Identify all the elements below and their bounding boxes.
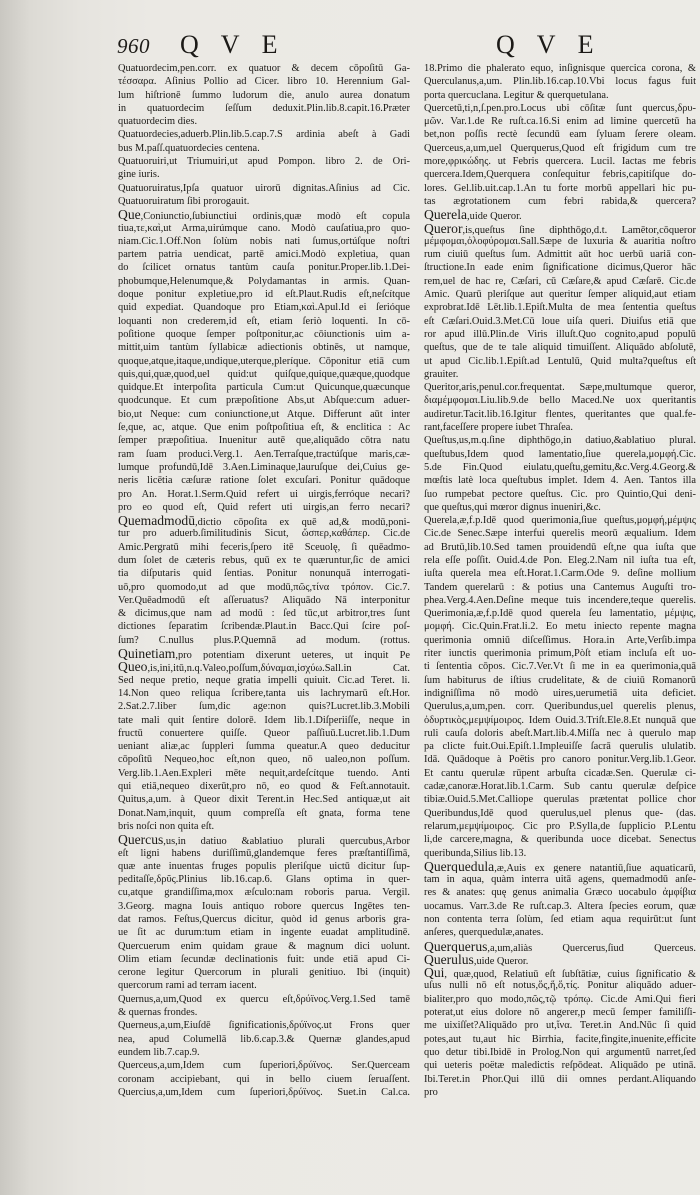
text-line: quo detur tibi.Ibidē in Prolog.Non qui argumentū narret,ſed	[424, 1046, 696, 1058]
text-line: loquanti non crederem,id eſt, etiam ſeriò loquenti. In cō-	[118, 315, 410, 327]
entry-headword: Que	[118, 208, 141, 222]
text-line: coronam accipiebant, qui in bello ciuem ſeruaſſent.	[118, 1073, 410, 1085]
text-line: neris licētia cæſuræ ratione ſolet excuſari. Ponitur quādoque	[118, 475, 410, 487]
text-line: quidque.Et interpoſita particula Cum:ut Quicunque,quæcunque	[118, 382, 410, 394]
text-line: Querulus,a,um,pen. corr. Queribundus,uel querelis plenus,	[424, 701, 696, 713]
entry-text: , quæ,quod, Relatiuū eſt ſubſtātiæ, cuius ſignificatio &	[444, 969, 696, 980]
text-line: Tandem querelarū : & potius una Cantemus Auguſti tro-	[424, 581, 696, 593]
text-line: peditaſſe,δρῦς.Plinius lib.16.cap.6. Glans optima in quer-	[118, 874, 410, 886]
text-line: exprobrat.Idē Lēt.lib.1.Epiſt.Multa de mea ſententia queſtus	[424, 302, 696, 314]
text-line: dat ramos. Feſtus,Quercus dicitur, quòd id genus arboris gra-	[118, 914, 410, 925]
text-line: poſitione quoque ſemper poſtponitur,ac cōiunctionis uim a-	[118, 328, 410, 340]
text-line: qui ueteris poëtæ maledictis reſpōdeat. Aliquādo pe utinā.	[424, 1060, 696, 1072]
text-line	[118, 660, 410, 673]
right-text-column	[424, 62, 696, 1099]
text-line: uſus nulli nō eſt notus,ὅς,ἥ,ὅ,τίς. Ponitur aliquādo aduer-	[424, 980, 696, 992]
text-line: porta quercuclana. Legitur & querquetulana.	[424, 89, 609, 101]
entry-text: ,us,in datiuo &ablatiuo plurali quercubus,Arbor	[163, 836, 410, 847]
text-line: uō,pro quomodo,ut ad que modū,πῶς,τίνα τρόπον. Cic.7.	[118, 581, 410, 593]
text-line: partem patria uendicat, partē amici.Modò expletiua, quan	[118, 249, 410, 261]
text-line: 2.Sat.2.7.liber ſum,dic age:non quis?Lucret.lib.3.Mobili	[118, 701, 410, 713]
text-line: cu,atque grandiſſima,mox æſculo:nam roboris parua. Vergil.	[118, 887, 410, 899]
entry-headword: Queo	[118, 660, 148, 674]
text-line: bet,non poſſis rectè ſecundū eam ſyluam ſerere oleam.	[424, 129, 696, 141]
text-line: phobumque,Helenumque,& Polydamantas in armis. Quan-	[118, 275, 410, 287]
text-line: Cic.de Senec.Sæpe interfui querelis meorū æqualium. Idem	[424, 528, 696, 540]
text-line: nea, apud Columellā lib.6.cap.3.& Quernæ glandes,apud	[118, 1033, 410, 1045]
text-line: Querneus,a,um,Eiuſdē ſignificationis,δρύϊνος.ut Frons quer	[118, 1020, 410, 1032]
text-line: ſum? C.nullus plus.P.Quemnā ad modum. (rottus.	[118, 634, 410, 646]
text-line: & dicimus,que nam ad modū : ſed tūc,ut arbitror,tres ſunt	[118, 608, 410, 620]
text-line: Quercetū,ti,n,ſ.pen.pro.Locus ubi cōſitæ ſunt quercus,δρυ-	[424, 102, 696, 114]
text-line: Querculanus,a,um. Plin.lib.16.cap.10.Vbi locus fagus fuit	[424, 76, 696, 88]
text-line: Quatuordecim,pen.corr. ex quatuor & decem cōpoſitū Ga-	[118, 63, 410, 74]
text-line: Quercuerum enim quidam graue & magnum dici uolunt.	[118, 940, 410, 952]
text-line: anſeres, querquedulæ,anates.	[424, 927, 544, 939]
text-line: relarum,μεμψίμοιρος. Cic pro P.Sylla,de ſupplicio P.Lentu	[424, 820, 696, 832]
page-number: 960	[117, 34, 150, 58]
text-line: in quatuordecim ſeſſum deduxit.Plin.lib.8.capit.16.Præter	[118, 102, 410, 114]
text-line: Queritor,aris,penul.cor.frequentat. Sæpe,multumque queror,	[424, 382, 696, 394]
left-text-column	[118, 62, 410, 1099]
text-line: res & anates: quę genus animalia Græco uocabulo ἀμφίβια	[424, 887, 696, 899]
text-line: Amic. Quarū pleriſque aut queritur ſemper aliquid,aut etiam	[424, 289, 696, 301]
text-line: pro eo quod eſt, Quid refert uti uirgis,an ferro necari?	[118, 501, 410, 513]
text-line: eundem lib.7.cap.9.	[118, 1046, 200, 1058]
text-line: tiua,τε,καὶ,ut Arma,uirúmque cano. Modò cauſatiua,pro quo-	[118, 222, 410, 234]
text-line: ſuo rumpebat pectore queſtus. Cic. pro Quintio,Qui deni-	[424, 488, 696, 500]
text-line: 5.de Fin.Quod eiulatu,queſtu,gemitu,&c.Verg.4.Georg.&	[424, 461, 696, 473]
text-line: μῶν. Var.1.de Re ruſt.ca.16.Si enim ad limine quercetū ha	[424, 116, 696, 128]
text-line: bialiter,pro quo modo,πῶς,τῷ τρόπῳ. Cic.de Ami.Qui fieri	[424, 993, 696, 1005]
text-line: Amic.Pergratū mihi feceris,ſpero itē Sceuolę, ſi quēadmo-	[118, 541, 410, 553]
text-line: tur pro aduerb.ſimilitudinis Sicut, ὥσπερ,καθάπερ. Cic.de	[118, 528, 410, 540]
text-line	[118, 514, 410, 527]
text-line: μομφή. Cic.Quin.Frat.li.2. Eo metu iniecto repente magna	[424, 621, 696, 633]
text-line: Quatuoruiratum ſibi prorogauit.	[118, 195, 250, 207]
text-line: quodcunque. Et cum præpoſitione Abs,ut Abſque:cum aduer-	[118, 395, 410, 407]
text-line: quæ ante inuentas fruges populis pleriſque uictū dicitur ſup-	[118, 860, 410, 872]
text-line: cōpoſitū Nequeo,hoc eſt,non queo, nō ualeo,non poſſum.	[118, 754, 410, 766]
text-line: μέμφομαι,ὀλοφύρομαι.Sall.Sæpe de luxuria & auaritia noſtro	[424, 235, 696, 247]
text-line: Idā. Quādoque à Poëtis pro canoro ponitur.Verg.lib.1.Geor.	[424, 754, 696, 766]
entry-headword: Querela	[424, 208, 468, 222]
text-line: Sed neque pretio, neque gratia impelli quiuit. Cic.ad Teret. li.	[118, 674, 410, 686]
text-line: riter iunctis querimonia primum,Pòſt etiam incluſa eſt uo-	[424, 648, 696, 660]
text-line: tam in aqua, quàm interra uitā agens, quemadmodū anſe-	[424, 874, 696, 886]
text-line: cadæ,canoræ.Horat.lib.1.Carm. Sub cantu querulæ deſpice	[424, 781, 696, 793]
text-line: pa clicte fuit.Oui.Epiſt.1.Impleuiſſe ſacrā querulis ululatib.	[424, 741, 696, 753]
text-line: rant,faceſſere propere iubet Thraſea.	[424, 422, 573, 434]
text-line: Et cantu querulæ rūpent arbuſta cicadæ.Sen. Querulæ ci-	[424, 767, 696, 779]
entry-text: ,dictio cōpoſita ex quē ad,& modū,poni-	[195, 517, 410, 528]
text-line: 18.Primo die phalerato equo, inſignisque quercica corona, &	[424, 63, 696, 74]
text-line: Quatuoruiri,ut Triumuiri,ut apud Pompon. libro 2. de Ori-	[118, 156, 410, 168]
text-line: iuſta querela mea eſt.Horat.1.Carm.Ode 9. deſine mollium	[424, 568, 696, 580]
entry-text: ,a,um,aliàs Quercerus,ſiud Querceus.	[487, 942, 696, 953]
entry-headword: Querquedula	[424, 859, 495, 874]
text-line: fructū conuertere quiſſe. Queor paſſiuū.Lucret.lib.1.Dum	[118, 727, 410, 739]
text-line	[424, 953, 696, 966]
text-line: tibiæ.Ouid.5.Met.Calliope querulas prætentat pollice chor	[424, 794, 696, 806]
text-line: mœſtis latè loca queſtubus implet. Idem 4. Aen. Tantos illa	[424, 475, 696, 487]
text-line: quid expediat. Quandoque pro Etiam,καὶ.Apul.Id ei ſerióque	[118, 302, 410, 314]
text-line: ſtructione.In eade enim ſignificatione dicimus,Queror hāc	[424, 262, 696, 274]
text-line: more,φρικώδης. ut Febris quercera. Lucil. Iactas me febris	[424, 156, 696, 168]
entry-text: ,pro potentiam dixerunt ueteres, ut inquit Pe	[175, 650, 410, 661]
text-line: Ver.Quēadmodū eſt aſſeruatus? Aliquādo Nā interponitur	[118, 594, 410, 606]
text-line	[424, 860, 696, 873]
text-line: Donat.Nam,inquit, quum compreſſa eſt gnata, forma tene	[118, 807, 410, 819]
text-line	[424, 222, 696, 235]
text-line: gine iuris.	[118, 169, 160, 181]
running-head-right: Q V E	[496, 30, 602, 59]
text-line: ὀδυρτικὸς,μεμψίμοιρος. Idem Ouid.3.Triſt.Ele.8.Et nunquā que	[424, 714, 696, 726]
entry-headword: Quemadmodū	[118, 514, 196, 528]
text-line: Quatuordecies,aduerb.Plin.lib.5.cap.7.S ardinia abeſt à Gadi	[118, 129, 410, 141]
text-line: ſe,que, ac, atque. Que enim poſtpoſitiua eſt, & enclitica : Ac	[118, 422, 410, 434]
text-line: cerone legitur Quercorum in plurali genitiuo. Ibi (inquit)	[118, 967, 410, 979]
text-line: uocamus. Varr.3.de Re ruſt.cap.3. Altera ſpecies eorum, quæ	[424, 900, 696, 912]
entry-headword: Qui	[424, 966, 445, 980]
text-line: rem,uel de hac re, Cæſari, cū Cæſare,& apud Cæſarē. Cic.de	[424, 275, 696, 287]
text-line: eſt ligni habens duriſſimū,glandemque feres præſtantiſſimā,	[118, 847, 410, 859]
entry-text: ,Coniunctio,ſubiunctiui ordinis,quæ modò eſt copula	[140, 211, 410, 222]
text-line: quercera.Idem,Querquera conſequitur febris,capitiſque do-	[424, 169, 696, 181]
text-line: ueniant aliæ,ac ſuppleri ſumma queatur.A queo deducitur	[118, 741, 410, 753]
text-line: audiretur.Tacit.lib.16.Igitur flentes, queritantes que qual.fe-	[424, 408, 696, 420]
text-line: ruli cauſa doloris abeſt.Mart.lib.4.Miſſa nec à querulo map	[424, 727, 696, 739]
text-line: Ibi.Teret.in Phor.Qui illū dii omnes perdant.Aliquando	[424, 1073, 696, 1085]
text-line: querimonia omniū diſceſſimus. Hora.in Arte,Verſib.impa	[424, 634, 696, 646]
entry-text: ,uide Queror.	[467, 211, 522, 222]
text-line: Querceus,a,um,uel Querquerus,Quod eſt frigidum cum tre	[424, 142, 696, 154]
text-line: poterat,ut eius dolore nō angerer,p mecū ſemper familiſſi-	[424, 1007, 696, 1019]
text-line: qui etiā,nequeo dixerūt,pro nō, eo quod & Feſt.annotauit.	[118, 781, 410, 793]
text-line: doque ponitur expletiue,pro id eſt.Plaut.Rudis eſt,neſcítque	[118, 289, 410, 301]
text-line: lumque profundū,Idē 3.Aen.Liminaque,lauruſque dei,Cuius ge-	[118, 461, 410, 473]
text-line: non contenta terra ſolùm, ſed etiam aqua requirūt:ut ſunt	[424, 914, 696, 925]
text-line: Olim etiam ſecundæ declinationis fuit: unde etiā apud Ci-	[118, 953, 410, 965]
text-line: bris noſci non quita eſt.	[118, 820, 215, 832]
text-line	[424, 208, 696, 221]
text-line: ut apud Cic.lib.1.Epiſt.ad Lentulū, Quid multa?queſtus eſt	[424, 355, 696, 367]
text-line: que queſtus,qui mœror dignus inueniri,&c.	[424, 501, 601, 513]
text-line: ror apud illū.Plin.de Viris illuſt.Quo cognito,apud populū	[424, 328, 696, 340]
text-line: niam.Cic.1.Off.Non ſolùm nobis nati ſumus,ortúſque noſtri	[118, 235, 410, 247]
entry-text: ,is,queſtus ſine diphthōgo,d.t. Lamētor,cōqueror	[462, 224, 696, 235]
text-line: ram ſuam produci.Verg.1. Aen.Terraſque,tractúſque maris,cæ-	[118, 448, 410, 460]
text-line: Querimonia,æ,f.p.Idē quod querela ſeu lamentatio, μέμψις,	[424, 608, 696, 620]
text-line: tate mali quit ſentire dolorē. Idem lib.1.Diſperiiſſe, neque in	[118, 714, 410, 726]
text-line	[118, 833, 410, 846]
text-line: indigniſſima nō modò uires,uerumetiā uita deficiet.	[424, 687, 696, 699]
text-line: quatuordecim dies.	[118, 116, 198, 128]
text-line: quercorum rami ad terram iacent.	[118, 980, 257, 992]
text-line: & quernas frondes.	[118, 1007, 198, 1019]
text-line: ſum habiturus de iſtius crudelitate, & de ciuiū Romanorū	[424, 674, 696, 686]
text-line: dictiones ſeparatim ſcribendæ.Plaut.in Bacc.Qui ſcire poſ-	[118, 621, 410, 633]
entry-headword: Querulus	[424, 952, 474, 967]
text-line: Queribundus,Idē quod querulus,uel plenus que- (das.	[424, 807, 696, 819]
text-line: mittit,uim tantùm ſyllabicæ adiectionis obtinēs, ut namque,	[118, 342, 410, 354]
text-line: Quitus,a,um. à Queor dixit Terent.in Hec.Sed antiquæ,ut ait	[118, 794, 410, 806]
text-line: ſemper præpoſitiua. Inuenitur autē que,aliquādo cōtra natu	[118, 435, 410, 447]
text-line: ue ſit ac durum:tum etiam in ingente euadat amplitudinē.	[118, 927, 410, 939]
text-line: Querela,æ,f.p.Idē quod querimonia,ſiue queſtus,μομφή,μέμψις	[424, 515, 696, 527]
text-line: Querceus,a,um,Idem cum ſuperiori,δρύϊνος. Ser.Querceam	[118, 1060, 410, 1072]
text-line: pro	[424, 1086, 438, 1098]
text-line: Quernus,a,um,Quod ex quercu eſt,δρύϊνος.Verg.1.Sed tamē	[118, 993, 410, 1005]
text-line: Verg.lib.1.Aen.Expleri mēte nequit,ardeſcítque tuendo. Anti	[118, 767, 410, 779]
text-line: potes,aut tu,aut hic Birrhia, facite,fingite,inuenite,efficite	[424, 1033, 696, 1045]
text-line: bio,ut Neque: cum coniunctione,ut Atque. Differunt aūt inter	[118, 408, 410, 420]
text-line: Quercius,a,um,Idem cum ſuperiori,δρύϊνος. Suet.in Cal.ca.	[118, 1086, 410, 1098]
text-line: ad Brutū,lib.10.Sed tamen prouidendū eſt,ne qua iuſta que	[424, 541, 696, 553]
text-line: pro An. Horat.1.Serm.Quid refert ui uirgis,ferróque necari?	[118, 488, 410, 500]
text-line	[424, 966, 696, 979]
text-line: lores. Gel.lib.uit.cap.1.An tu forte morbū appellari hic pu-	[424, 182, 696, 194]
text-line: eſt Cæſari.Ouid.3.Met.Cū loue uiſa queri. Diuiſus etiā que	[424, 315, 696, 327]
entry-headword: Queror	[424, 221, 463, 235]
text-line: 14.Non queo reliqua ſcribere,tanta uis lachrymarū eſt.Hor.	[118, 687, 410, 699]
text-line: do ſcilicet ornatus tantùm cauſa ponitur.Proper.lib.1.Dei-	[118, 262, 410, 274]
text-line: quoque,atque,itaque,undique,uterque,pleríque. Cōponitur etiā cum	[118, 355, 410, 367]
text-line: li,de carcere,magna, & queribunda uoce dicebat. Senectus	[424, 834, 696, 846]
text-line: Queſtus,us,m.q.ſine diphthōgo,in datiuo,&ablatiuo plural.	[424, 435, 696, 447]
entry-text: ,is,ini,itū,n.q.Valeo,poſſum,δύναμαι,ἰσχύω.Sall.in Cat.	[147, 663, 410, 674]
text-line: dum ſolet de cæteris rebus, quū ex te quæruntur,ſic de amici	[118, 554, 410, 566]
text-line: bus M.paſſ.quatuordecies centena.	[118, 142, 260, 154]
text-line: queſtubus,Idem quod lamentatio,ſiue querela,μομφή.Cic.	[424, 448, 696, 460]
text-line: τέσσαρα. Aſinius Pollio ad Cicer. libro 10. Herennium Gal-	[118, 76, 410, 88]
text-line: Quatuoruiratus,Ipſa quatuor uirorū dignitas.Aſinius ad Cic.	[118, 182, 410, 194]
entry-text: ,uide Queror.	[473, 955, 529, 967]
text-line: grauiter.	[424, 368, 459, 380]
text-line: tia diſputaris quid ſentias. Ponitur nonunquā interrogati-	[118, 568, 410, 580]
entry-headword: Quercus	[118, 833, 164, 847]
text-line: queribunda,Silius lib.13.	[424, 847, 527, 859]
text-line: phea.Verg.4.Aen.Deſine meque tuis incendere,teque querelis.	[424, 594, 696, 606]
text-line	[118, 208, 410, 221]
text-line: rum ciuiū queſtus ſum. Admittit aūt hoc uerbū uariā con-	[424, 249, 696, 261]
entry-text: ,æ,Auis ex genere natantiū,ſiue aquaticarū,	[494, 862, 696, 874]
entry-headword: Querquerus	[424, 939, 488, 953]
text-line: 3.Georg. magna Iouis antiquo robore quercus Ingētes ten-	[118, 900, 410, 912]
text-line: queſtus, que de te tale aliquid timuiſſent. Aliquādo abſolutē,	[424, 342, 696, 354]
text-line: ti ſententia cōpos. Cic.7.Ver.Vt ſi me in ea querimonia,quā	[424, 661, 696, 673]
text-line: tas ægrotationem cum febri rabida,& quercera?	[424, 195, 696, 207]
entry-headword: Quinetiam	[118, 647, 176, 661]
text-line: me uixiſſet?Aliquādo pro ut,ἵνα. Teret.in And.Nūc ſi quid	[424, 1020, 696, 1032]
text-line	[118, 647, 410, 660]
text-line	[424, 940, 696, 953]
running-head-left: Q V E	[180, 30, 286, 59]
text-line: rela eſſe poſſit. Ouid.4.de Pon. Eleg.2.Nam nil iuſta tua eſt,	[424, 554, 696, 566]
text-line: διαμέμφομαι.Liu.lib.9.de bello Maced.Ne uox queritantis	[424, 395, 696, 407]
text-line: quis,qui,quæ,quod,uel quid:ut quiſque,quique,quæque,quodque	[118, 368, 410, 380]
text-line: lum hiſtrionē ſummo ludorum die, anulo aurea donatum	[118, 89, 410, 101]
